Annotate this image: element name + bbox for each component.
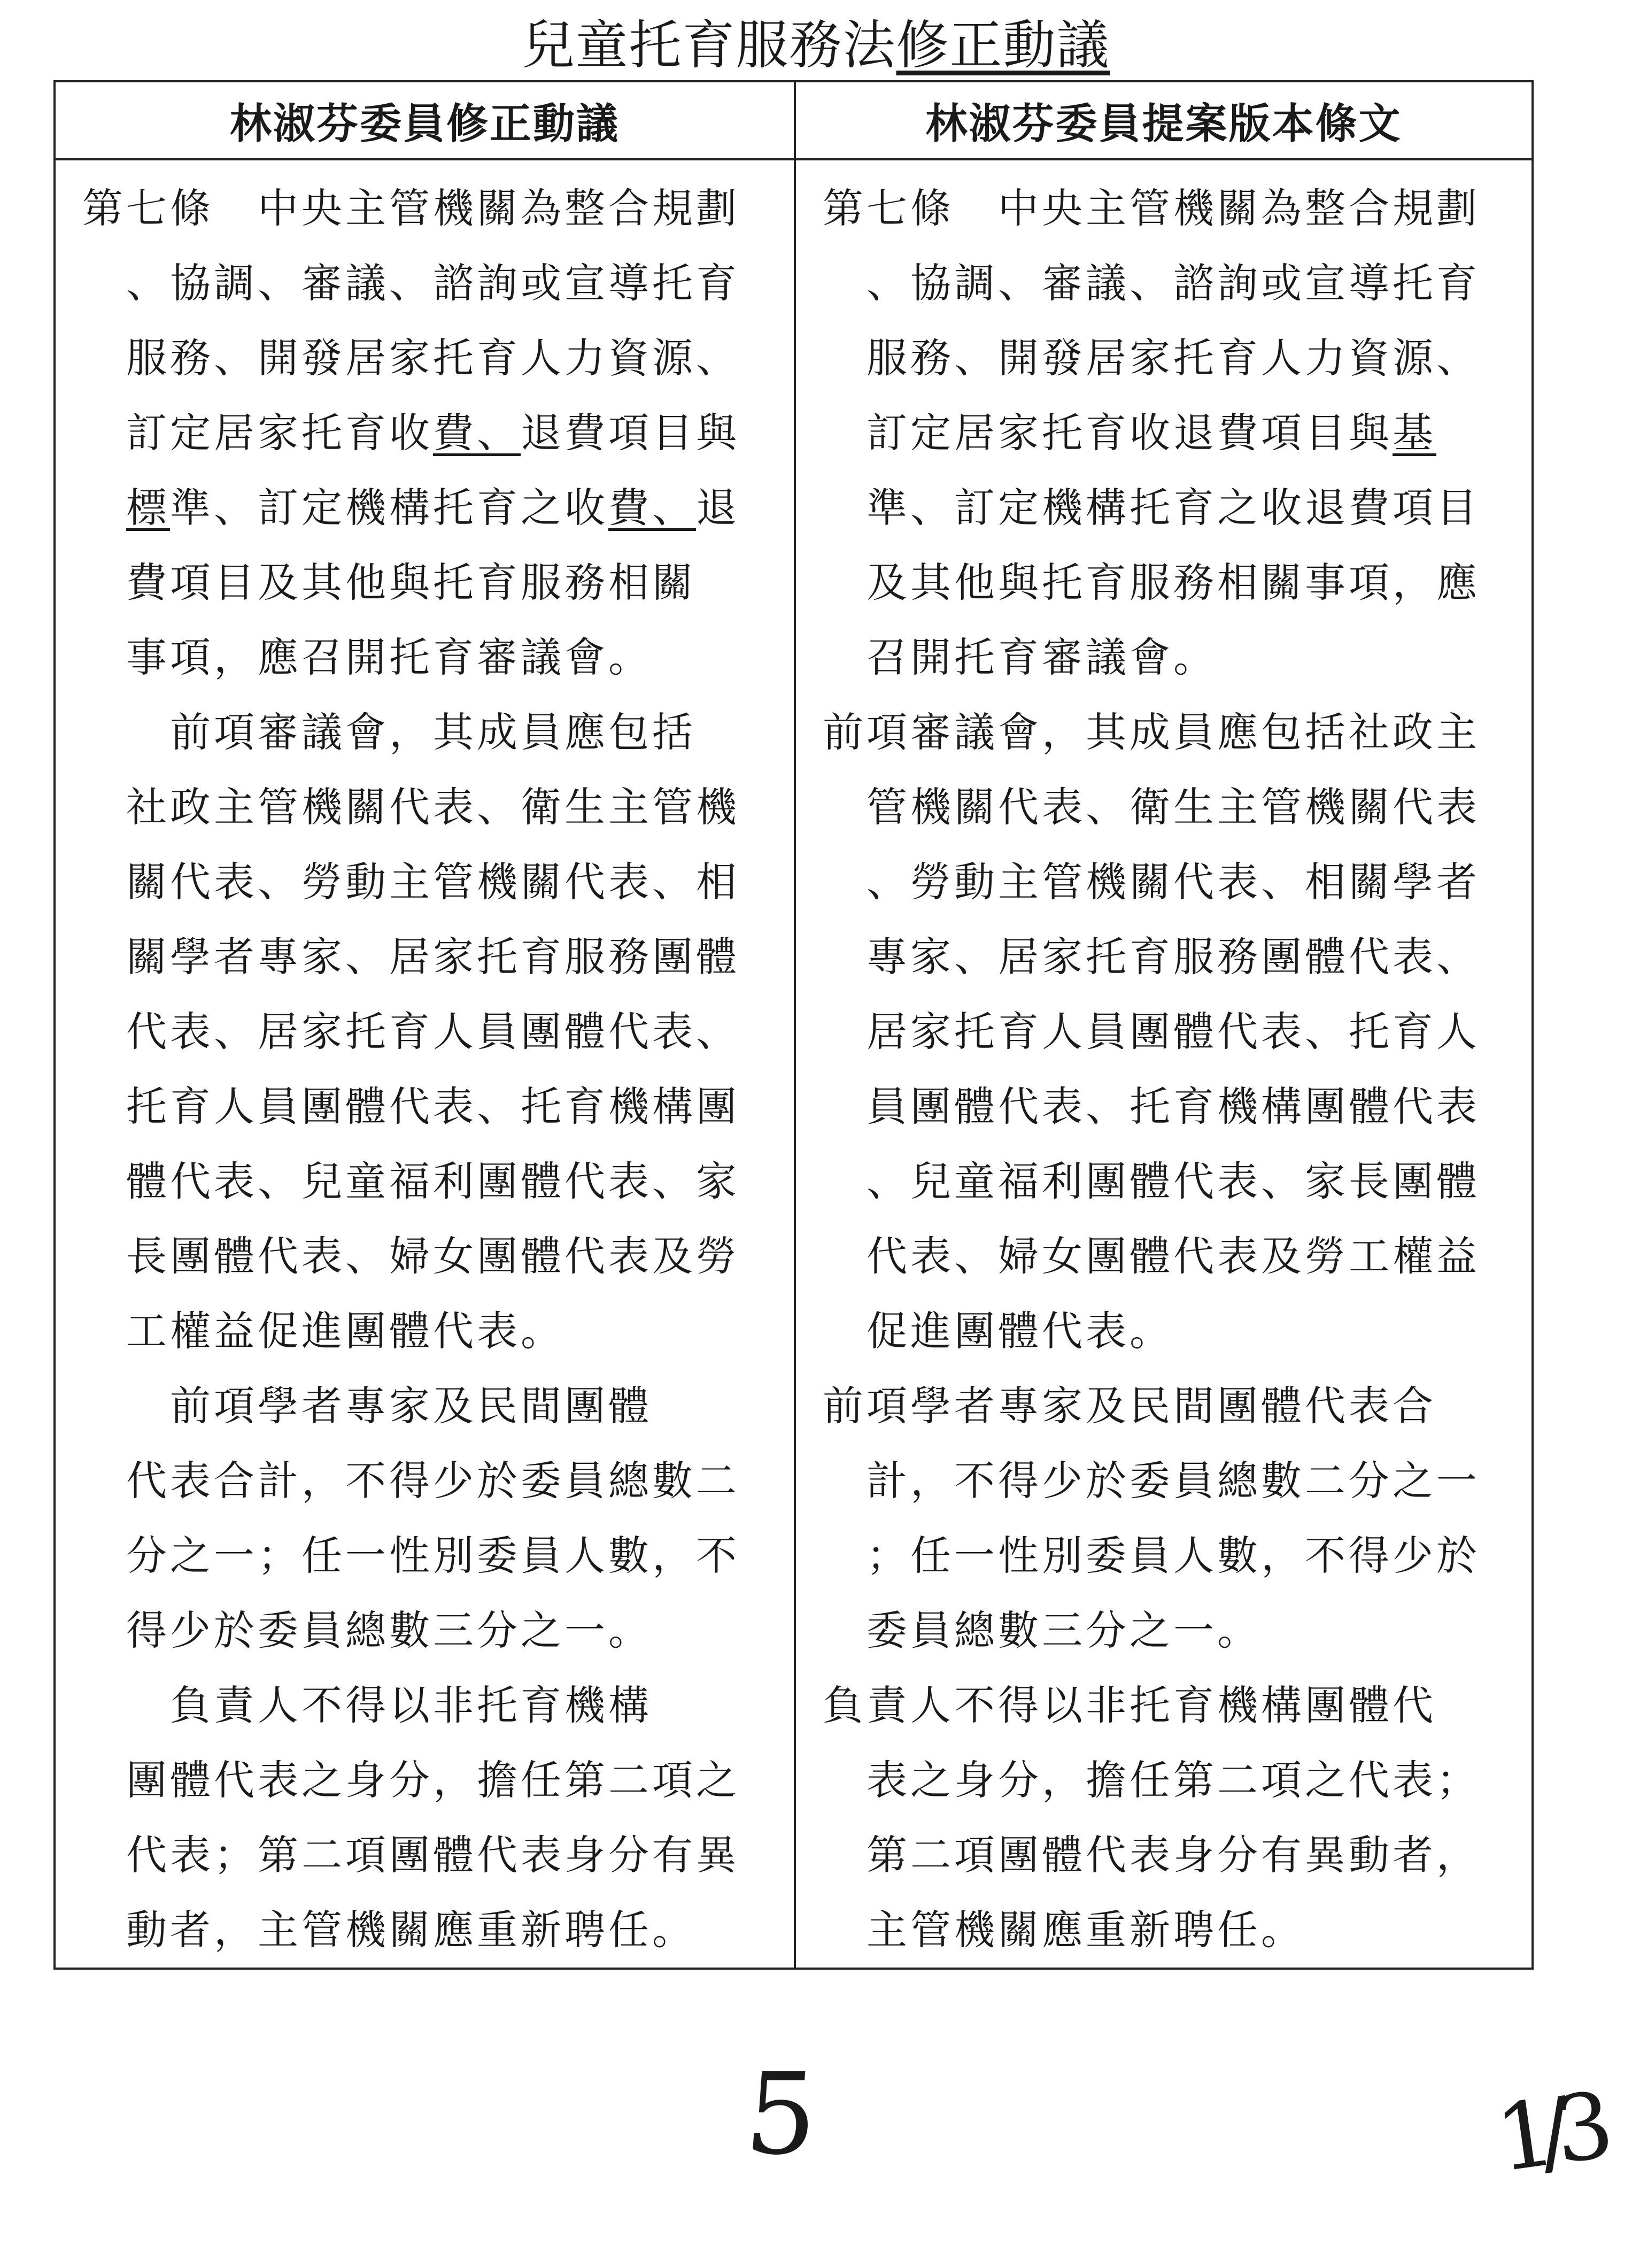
text-line: 員團體代表、托育機構團體代表: [823, 1083, 1480, 1130]
text-line: [82, 321, 778, 396]
text-line: 動者，主管機關應重新聘任。: [82, 1906, 696, 1954]
text-segment: 退: [696, 484, 740, 531]
text-line: 關代表、勞動主管機關代表、相: [82, 858, 740, 906]
original-para-1: [823, 171, 1515, 695]
original-para-3: [823, 1369, 1515, 1668]
text-line: 負責人不得以非托育機構: [82, 1681, 652, 1729]
text-line: 表之身分，擔任第二項之代表；: [823, 1756, 1480, 1804]
text-line: [82, 620, 778, 695]
document-title: [0, 11, 1632, 80]
text-line: 促進團體代表。: [823, 1307, 1173, 1355]
text-line: [82, 545, 778, 620]
table-header-row: [55, 81, 1533, 159]
text-line: 代表、婦女團體代表及勞工權益: [823, 1232, 1480, 1280]
text-line: [82, 470, 778, 545]
text-line: 第二項團體代表身分有異動者，: [823, 1831, 1480, 1879]
text-line: 第七條 中央主管機關為整合規劃: [82, 184, 740, 232]
text-line: 工權益促進團體代表。: [82, 1307, 564, 1355]
original-text-cell: [795, 159, 1533, 1969]
text-segment: 事項，應召開托育審議會。: [82, 634, 652, 681]
text-segment: 退費項目與: [521, 409, 740, 457]
underlined-amendment-text: 費、: [433, 409, 521, 457]
handwritten-sheet-fraction: 1/3: [1490, 2073, 1605, 2193]
text-segment: 服務、開發居家托育人力資源、: [82, 334, 740, 382]
text-segment: 費項目及其他與托育服務相關: [82, 559, 696, 606]
title-underlined: 修正動議: [896, 15, 1110, 76]
text-line: 前項審議會，其成員應包括社政主: [823, 708, 1480, 756]
amendment-para-3: [82, 1369, 778, 1668]
amendment-para-4: [82, 1668, 778, 1968]
original-para-2: [823, 695, 1515, 1369]
text-line: 、兒童福利團體代表、家長團體: [823, 1158, 1480, 1205]
underlined-amendment-text: 標: [126, 484, 170, 531]
text-line: 、協調、審議、諮詢或宣導托育: [823, 259, 1480, 307]
comparison-table: [53, 80, 1534, 1970]
text-line: 前項學者專家及民間團體: [82, 1382, 652, 1430]
underlined-amendment-text: 基: [1393, 409, 1436, 457]
text-line: 分之一；任一性別委員人數，不: [82, 1532, 740, 1579]
text-segment: 準、訂定機構托育之收: [170, 484, 608, 531]
text-line: 專家、居家托育服務團體代表、: [823, 933, 1480, 981]
text-line: 代表；第二項團體代表身分有異: [82, 1831, 740, 1879]
text-line: 前項學者專家及民間團體代表合: [823, 1382, 1436, 1430]
text-line: 及其他與托育服務相關事項，應: [823, 559, 1480, 606]
text-segment: 訂定居家托育收退費項目與: [823, 409, 1393, 457]
text-line: 計，不得少於委員總數二分之一: [823, 1457, 1480, 1505]
amendment-text-cell: [55, 159, 795, 1969]
text-line: 長團體代表、婦女團體代表及勞: [82, 1232, 740, 1280]
text-line: 社政主管機關代表、衛生主管機: [82, 783, 740, 831]
text-line: 團體代表之身分，擔任第二項之: [82, 1756, 740, 1804]
text-line: 代表、居家托育人員團體代表、: [82, 1008, 740, 1055]
text-segment: 、協調、審議、諮詢或宣導托育: [82, 259, 740, 307]
handwritten-page-number: 5: [741, 2049, 822, 2180]
text-line: 關學者專家、居家托育服務團體: [82, 933, 740, 981]
text-segment: [82, 484, 126, 531]
text-line: 居家托育人員團體代表、托育人: [823, 1008, 1480, 1055]
text-line: 主管機關應重新聘任。: [823, 1906, 1305, 1954]
text-line: 托育人員團體代表、托育機構團: [82, 1083, 740, 1130]
title-plain: 兒童托育服務法: [522, 15, 896, 76]
text-line: 負責人不得以非托育機構團體代: [823, 1681, 1436, 1729]
text-line: 準、訂定機構托育之收退費項目: [823, 484, 1480, 531]
text-line: ；任一性別委員人數，不得少於: [823, 1532, 1480, 1579]
text-line: 召開托育審議會。: [823, 634, 1217, 681]
col-header-original: 林淑芬委員提案版本條文: [795, 81, 1533, 159]
text-line: [82, 396, 778, 470]
text-line: 前項審議會，其成員應包括: [82, 708, 696, 756]
table-row: [55, 159, 1533, 1969]
text-line: 、勞動主管機關代表、相關學者: [823, 858, 1480, 906]
amendment-para-2: [82, 695, 778, 1369]
text-line: 第七條 中央主管機關為整合規劃: [823, 184, 1480, 232]
text-line: [823, 396, 1515, 470]
text-line: 委員總數三分之一。: [823, 1607, 1261, 1654]
col-header-amendment: 林淑芬委員修正動議: [55, 81, 795, 159]
text-line: 管機關代表、衛生主管機關代表: [823, 783, 1480, 831]
text-line: 代表合計，不得少於委員總數二: [82, 1457, 740, 1505]
text-line: [82, 246, 778, 321]
original-para-4: [823, 1668, 1515, 1968]
text-line: 服務、開發居家托育人力資源、: [823, 334, 1480, 382]
amendment-para-1: [82, 171, 778, 695]
text-line: 體代表、兒童福利團體代表、家: [82, 1158, 740, 1205]
text-line: 得少於委員總數三分之一。: [82, 1607, 652, 1654]
text-segment: 訂定居家托育收: [82, 409, 433, 457]
underlined-amendment-text: 費、: [608, 484, 696, 531]
